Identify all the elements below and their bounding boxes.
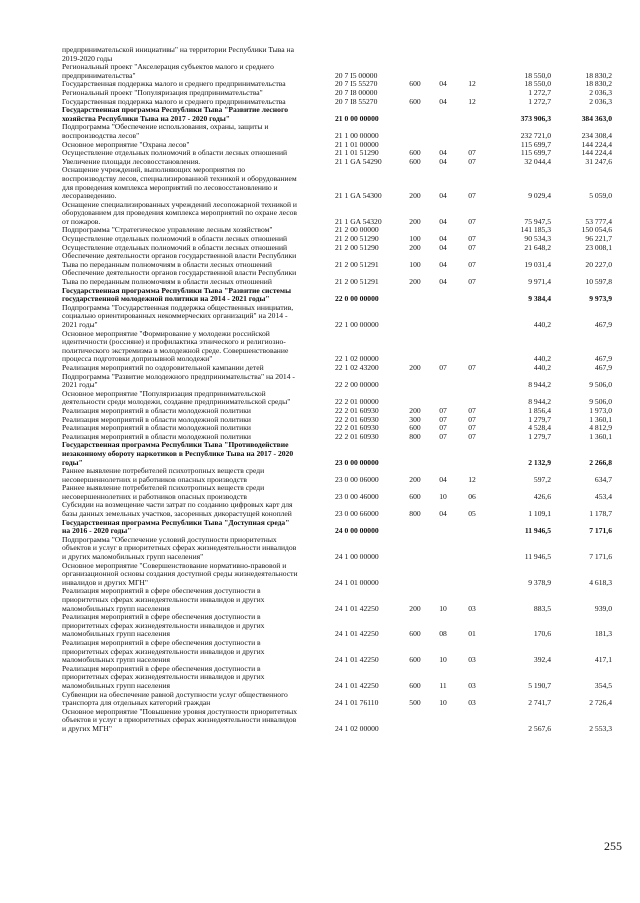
row-code: 24 1 01 42250 [335, 603, 379, 613]
row-section: 07 [439, 414, 447, 424]
row-code: 23 0 00 06000 [335, 474, 379, 484]
row-section: 04 [439, 148, 447, 158]
row-name: Региональный проект "Акселерация субъектов малого и среднего предпринимательства" [62, 62, 274, 80]
row-code: 22 2 01 00000 [335, 397, 379, 407]
row-section: 04 [439, 509, 447, 519]
row-name: Основное мероприятие "Формирование у молодежи российской идентичности (россияне) и профилактика этнического и религиозно- политического экстремизма в молодежной среде. Совершенствование процесса подготовки допризывной молодежи" [62, 328, 289, 364]
row-amount-year1: 32 044,4 [524, 156, 551, 166]
row-subsection: 07 [468, 156, 476, 166]
table-row [62, 501, 622, 518]
row-subsection: 05 [468, 509, 476, 519]
row-expense-type: 200 [409, 277, 421, 287]
row-amount-year1: 1 272,7 [528, 87, 551, 97]
row-code: 20 7 I5 55270 [335, 79, 378, 89]
row-expense-type: 200 [409, 603, 421, 613]
table-row [62, 201, 622, 227]
row-amount-year1: 392,4 [533, 655, 551, 665]
row-subsection: 07 [468, 362, 476, 372]
row-amount-year2: 10 597,8 [585, 277, 612, 287]
row-name: Осуществление отдельных полномочий в области лесных отношений [62, 234, 288, 244]
row-amount-year2: 144 224,4 [581, 139, 612, 149]
row-subsection: 03 [468, 698, 476, 708]
row-expense-type: 600 [409, 156, 421, 166]
row-name: Увеличение площади лесовосстановления. [62, 156, 201, 166]
row-amount-year2: 181,3 [594, 629, 612, 639]
row-code: 23 0 00 66000 [335, 509, 379, 519]
row-code: 22 2 01 60930 [335, 431, 379, 441]
row-amount-year1: 19 031,4 [524, 259, 551, 269]
row-section: 07 [439, 405, 447, 415]
row-amount-year2: 20 227,0 [585, 259, 612, 269]
row-amount-year2: 384 363,0 [581, 113, 612, 123]
row-amount-year1: 18 550,0 [524, 70, 551, 80]
row-amount-year1: 1 279,7 [528, 414, 551, 424]
row-amount-year1: 11 946,5 [524, 552, 551, 562]
row-amount-year1: 9 029,4 [528, 191, 551, 201]
row-amount-year2: 53 777,4 [585, 216, 612, 226]
row-name: предпринимательской инициативы" на территории Республики Тыва на 2019-2020 годы [62, 45, 294, 63]
row-name: Обеспечение деятельности органов государственной власти Республики Тыва по переданным полномочиям в области лесных отношений [62, 268, 297, 287]
row-name: Основное мероприятие "Популяризация предпринимательской деятельности среди молодежи, создание предпринимательской среды" [62, 388, 291, 407]
row-amount-year2: 5 059,0 [589, 191, 612, 201]
row-section: 10 [439, 655, 447, 665]
row-code: 22 0 00 00000 [335, 294, 379, 304]
row-amount-year2: 7 171,6 [589, 526, 612, 536]
row-name: Реализация мероприятий в области молодежной политики [62, 423, 251, 433]
row-code: 21 1 GA 54300 [335, 191, 382, 201]
row-subsection: 07 [468, 216, 476, 226]
row-amount-year2: 234 308,4 [581, 130, 612, 140]
row-amount-year1: 426,6 [533, 491, 551, 501]
row-code: 22 2 01 60930 [335, 423, 379, 433]
row-name: Основное мероприятие "Повышение уровня доступности приоритетных объектов и услуг в приоритетных сферах жизнедеятельности инвалидов и других МГН" [62, 706, 298, 733]
row-subsection: 03 [468, 680, 476, 690]
row-expense-type: 200 [409, 474, 421, 484]
row-name: Основное мероприятие "Охрана лесов" [62, 139, 190, 149]
table-row [62, 441, 622, 467]
row-expense-type: 100 [409, 259, 421, 269]
row-name: Реализация мероприятий в сфере обеспечения доступности в приоритетных сферах жизнедеятельности инвалидов и других маломобильных групп населения [62, 637, 265, 665]
row-amount-year1: 9 378,9 [528, 577, 551, 587]
row-code: 24 1 01 42250 [335, 655, 379, 665]
row-code: 23 0 00 46000 [335, 491, 379, 501]
row-code: 24 1 01 76110 [335, 698, 379, 708]
row-amount-year1: 440,2 [533, 354, 551, 364]
table-row [62, 252, 622, 269]
row-amount-year2: 23 008,1 [585, 242, 612, 252]
row-name: Государственная программа Республики Тыва "Противодействие незаконному обороту наркотиков в Республике Тыва на 2017 - 2020 годы" [62, 440, 294, 467]
table-row [62, 613, 622, 639]
table-row [62, 691, 622, 708]
row-expense-type: 600 [409, 96, 421, 106]
row-name: Региональный проект "Популяризация предпринимательства" [62, 87, 263, 97]
row-subsection: 12 [468, 474, 476, 484]
row-expense-type: 800 [409, 509, 421, 519]
row-code: 21 0 00 00000 [335, 113, 379, 123]
row-amount-year1: 115 699,7 [520, 148, 551, 158]
row-amount-year1: 1 279,7 [528, 431, 551, 441]
row-expense-type: 600 [409, 423, 421, 433]
row-amount-year2: 2 036,3 [589, 87, 612, 97]
row-amount-year2: 2 553,3 [589, 723, 612, 733]
row-amount-year2: 18 830,2 [585, 79, 612, 89]
row-amount-year1: 75 947,5 [524, 216, 551, 226]
row-expense-type: 600 [409, 655, 421, 665]
row-code: 22 1 02 00000 [335, 354, 379, 364]
row-amount-year2: 4 812,9 [589, 423, 612, 433]
row-name: Государственная поддержка малого и среднего предпринимательства [62, 79, 286, 89]
row-name: Субвенции на обеспечение равной доступности услуг общественного транспорта для отдельных категорий граждан [62, 689, 288, 708]
table-row [62, 304, 622, 330]
table-row [62, 330, 622, 364]
table-row [62, 639, 622, 665]
row-section: 07 [439, 431, 447, 441]
row-name: Подпрограмма "Развитие молодежного предпринимательства" на 2014 - 2021 годы" [62, 371, 295, 390]
table-row [62, 484, 622, 501]
row-section: 04 [439, 242, 447, 252]
row-name: Подпрограмма "Обеспечение условий доступности приоритетных объектов и услуг в приоритетных сферах жизнедеятельности инвалидов и других маломобильных групп населения" [62, 534, 297, 562]
row-expense-type: 200 [409, 242, 421, 252]
row-amount-year1: 440,2 [533, 320, 551, 329]
row-expense-type: 600 [409, 79, 421, 89]
table-row [62, 708, 622, 734]
row-amount-year2: 2 266,8 [589, 457, 612, 467]
row-section: 04 [439, 474, 447, 484]
row-code: 22 2 00 00000 [335, 380, 379, 390]
row-section: 04 [439, 277, 447, 287]
row-amount-year2: 1 973,0 [589, 405, 612, 415]
row-name: Подпрограмма "Государственная поддержка общественных инициатив, социально ориентированных некоммерческих организаций" на 2014 - 2021 годы" [62, 302, 294, 329]
row-amount-year2: 18 830,2 [585, 70, 612, 80]
table-row [62, 665, 622, 691]
row-amount-year1: 141 185,3 [520, 225, 551, 235]
row-amount-year1: 2 132,9 [528, 457, 551, 467]
row-amount-year2: 31 247,6 [585, 156, 612, 166]
row-code: 21 1 GA 54290 [335, 156, 382, 166]
row-code: 21 2 00 51290 [335, 242, 379, 252]
row-code: 21 1 01 51290 [335, 148, 379, 158]
table-row [62, 166, 622, 200]
row-name: Государственная программа Республики Тыва "Развитие системы государственной молодежной политики на 2014 - 2021 годы" [62, 285, 292, 304]
row-amount-year2: 4 618,3 [589, 577, 612, 587]
row-expense-type: 200 [409, 362, 421, 372]
row-name: Реализация мероприятий по оздоровительной кампании детей [62, 362, 264, 372]
row-amount-year2: 9 506,0 [589, 380, 612, 390]
row-amount-year1: 1 109,1 [528, 509, 551, 519]
row-name: Оснащение специализированных учреждений лесопожарной техникой и оборудованием для проведения комплекса мероприятий по охране лесов от пожаров. [62, 199, 297, 226]
row-amount-year1: 90 534,3 [524, 234, 551, 244]
row-section: 10 [439, 603, 447, 613]
row-expense-type: 800 [409, 431, 421, 441]
row-code: 21 1 GA 54320 [335, 216, 382, 226]
row-expense-type: 500 [409, 698, 421, 708]
row-amount-year2: 7 171,6 [589, 552, 612, 562]
row-subsection: 12 [468, 96, 476, 106]
row-name: Государственная программа Республики Тыва "Развитие лесного хозяйства Республики Тыва на 2017 - 2020 годы" [62, 105, 289, 123]
row-code: 22 2 01 60930 [335, 414, 379, 424]
row-section: 04 [439, 259, 447, 269]
row-amount-year1: 11 946,5 [524, 526, 551, 536]
row-subsection: 03 [468, 603, 476, 613]
row-expense-type: 200 [409, 191, 421, 201]
row-section: 10 [439, 698, 447, 708]
row-name: Раннее выявление потребителей психотропных веществ среди несовершеннолетних и работников опасных производств [62, 466, 265, 484]
row-name: Государственная программа Республики Тыва "Доступная среда" на 2016 - 2020 годы" [62, 517, 290, 536]
row-amount-year2: 1 360,1 [589, 414, 612, 424]
row-amount-year1: 597,2 [533, 474, 551, 484]
row-section: 04 [439, 156, 447, 166]
row-name: Осуществление отдельных полномочий в области лесных отношений [62, 148, 288, 158]
row-section: 04 [439, 216, 447, 226]
row-amount-year2: 2 036,3 [589, 96, 612, 106]
table-row [62, 467, 622, 484]
table-row [62, 373, 622, 390]
row-amount-year1: 373 906,3 [520, 113, 551, 123]
row-name: Реализация мероприятий в области молодежной политики [62, 414, 251, 424]
row-amount-year1: 232 721,0 [520, 130, 551, 140]
row-name: Подпрограмма "Обеспечение использования, охраны, защиты и воспроизводства лесов" [62, 122, 269, 140]
row-name: Государственная поддержка малого и среднего предпринимательства [62, 96, 286, 106]
row-code: 24 1 02 00000 [335, 723, 379, 733]
row-expense-type: 300 [409, 414, 421, 424]
row-amount-year1: 440,2 [533, 362, 551, 372]
row-code: 21 1 00 00000 [335, 130, 379, 140]
row-expense-type: 600 [409, 491, 421, 501]
row-subsection: 07 [468, 259, 476, 269]
row-amount-year1: 1 856,4 [528, 405, 551, 415]
row-amount-year1: 115 699,7 [520, 139, 551, 149]
row-code: 23 0 00 00000 [335, 457, 379, 467]
row-amount-year1: 9 384,4 [528, 294, 551, 304]
row-amount-year2: 467,9 [594, 362, 612, 372]
row-section: 11 [439, 680, 447, 690]
row-amount-year1: 8 944,2 [528, 380, 551, 390]
row-code: 20 7 I8 55270 [335, 96, 378, 106]
row-amount-year2: 453,4 [594, 491, 612, 501]
table-row [62, 287, 622, 304]
row-subsection: 01 [468, 629, 476, 639]
row-amount-year1: 18 550,0 [524, 79, 551, 89]
row-subsection: 07 [468, 414, 476, 424]
row-name: Раннее выявление потребителей психотропных веществ среди несовершеннолетних и работников опасных производств [62, 483, 265, 501]
row-amount-year2: 2 726,4 [589, 698, 612, 708]
row-name: Субсидии на возмещение части затрат по созданию цифровых карт для базы данных земельных участков, засоренных дикорастущей коноплей [62, 500, 293, 519]
row-section: 04 [439, 79, 447, 89]
row-amount-year2: 1 178,7 [589, 509, 612, 519]
table-row [62, 587, 622, 613]
row-code: 22 1 00 00000 [335, 320, 379, 329]
row-section: 04 [439, 96, 447, 106]
row-section: 04 [439, 191, 447, 201]
row-name: Реализация мероприятий в сфере обеспечения доступности в приоритетных сферах жизнедеятельности инвалидов и других маломобильных групп населения [62, 612, 265, 639]
row-code: 24 1 01 00000 [335, 577, 379, 587]
row-amount-year1: 21 648,2 [524, 242, 551, 252]
row-expense-type: 200 [409, 216, 421, 226]
row-subsection: 07 [468, 234, 476, 244]
row-amount-year2: 144 224,4 [581, 148, 612, 158]
table-row [62, 519, 622, 536]
table-row [62, 123, 622, 140]
row-code: 21 2 00 51290 [335, 234, 379, 244]
row-section: 04 [439, 234, 447, 244]
row-amount-year2: 96 221,7 [585, 234, 612, 244]
row-expense-type: 600 [409, 629, 421, 639]
table-row [62, 63, 622, 80]
row-code: 22 1 02 43200 [335, 362, 379, 372]
table-row [62, 390, 622, 407]
row-amount-year1: 2 567,6 [528, 723, 551, 733]
row-subsection: 07 [468, 423, 476, 433]
row-subsection: 07 [468, 191, 476, 201]
row-subsection: 06 [468, 491, 476, 501]
row-code: 24 0 00 00000 [335, 526, 379, 536]
table-row [62, 46, 622, 63]
row-amount-year1: 8 944,2 [528, 397, 551, 407]
row-amount-year2: 467,9 [594, 320, 612, 329]
row-code: 21 2 00 51291 [335, 259, 379, 269]
row-code: 21 1 01 00000 [335, 139, 379, 149]
row-code: 24 1 01 42250 [335, 680, 379, 690]
row-amount-year2: 9 506,0 [589, 397, 612, 407]
row-amount-year2: 634,7 [594, 474, 612, 484]
table-row [62, 106, 622, 123]
row-amount-year1: 883,5 [533, 603, 551, 613]
row-name: Подпрограмма "Стратегическое управление лесным хозяйством" [62, 225, 273, 235]
row-name: Реализация мероприятий в сфере обеспечения доступности в приоритетных сферах жизнедеятельности инвалидов и других маломобильных групп населения [62, 586, 265, 613]
row-subsection: 12 [468, 79, 476, 89]
row-subsection: 07 [468, 405, 476, 415]
row-amount-year1: 170,6 [533, 629, 551, 639]
row-section: 08 [439, 629, 447, 639]
row-amount-year2: 9 973,9 [589, 294, 612, 304]
row-amount-year2: 467,9 [594, 354, 612, 364]
row-amount-year1: 1 272,7 [528, 96, 551, 106]
row-expense-type: 600 [409, 148, 421, 158]
row-amount-year2: 1 360,1 [589, 431, 612, 441]
table-row [62, 536, 622, 562]
row-name: Реализация мероприятий в сфере обеспечения доступности в приоритетных сферах жизнедеятельности инвалидов и других маломобильных групп населения [62, 663, 265, 690]
row-code: 24 1 01 42250 [335, 629, 379, 639]
row-code: 24 1 00 00000 [335, 552, 379, 562]
row-subsection: 07 [468, 277, 476, 287]
row-expense-type: 100 [409, 234, 421, 244]
row-amount-year2: 417,1 [594, 655, 612, 665]
row-expense-type: 200 [409, 405, 421, 415]
row-subsection: 07 [468, 148, 476, 158]
row-name: Реализация мероприятий в области молодежной политики [62, 405, 251, 415]
row-section: 10 [439, 491, 447, 501]
table-row [62, 562, 622, 588]
row-subsection: 03 [468, 655, 476, 665]
row-code: 21 2 00 00000 [335, 225, 379, 235]
row-name: Оснащение учреждений, выполняющих мероприятия по воспроизводству лесов, специализированной техникой и оборудованием для проведения комплекса мероприятий по лесовосстановлению и лесоразведению. [62, 165, 297, 201]
row-code: 20 7 I5 00000 [335, 70, 378, 80]
row-amount-year2: 150 054,6 [581, 225, 612, 235]
page-number: 255 [604, 839, 622, 853]
row-amount-year1: 5 190,7 [528, 680, 551, 690]
row-expense-type: 600 [409, 680, 421, 690]
table-row [62, 269, 622, 286]
row-amount-year1: 4 528,4 [528, 423, 551, 433]
row-amount-year2: 354,5 [594, 680, 612, 690]
budget-table [62, 46, 622, 734]
row-name: Основное мероприятие "Совершенствование нормативно-правовой и организационной основы создания доступной среды жизнедеятельности инвалидов и других МГН" [62, 560, 298, 587]
row-code: 20 7 I8 00000 [335, 87, 378, 97]
row-code: 22 2 01 60930 [335, 405, 379, 415]
row-subsection: 07 [468, 242, 476, 252]
row-amount-year1: 2 741,7 [528, 698, 551, 708]
row-name: Реализация мероприятий в области молодежной политики [62, 431, 251, 441]
row-amount-year1: 9 971,4 [528, 277, 551, 287]
row-amount-year2: 939,0 [594, 603, 612, 613]
row-section: 07 [439, 362, 447, 372]
row-name: Осуществление отдельных полномочий в области лесных отношений [62, 242, 288, 252]
row-subsection: 07 [468, 431, 476, 441]
row-name: Обеспечение деятельности органов государственной власти Республики Тыва по переданным полномочиям в области лесных отношений [62, 251, 297, 269]
row-section: 07 [439, 423, 447, 433]
row-code: 21 2 00 51291 [335, 277, 379, 287]
